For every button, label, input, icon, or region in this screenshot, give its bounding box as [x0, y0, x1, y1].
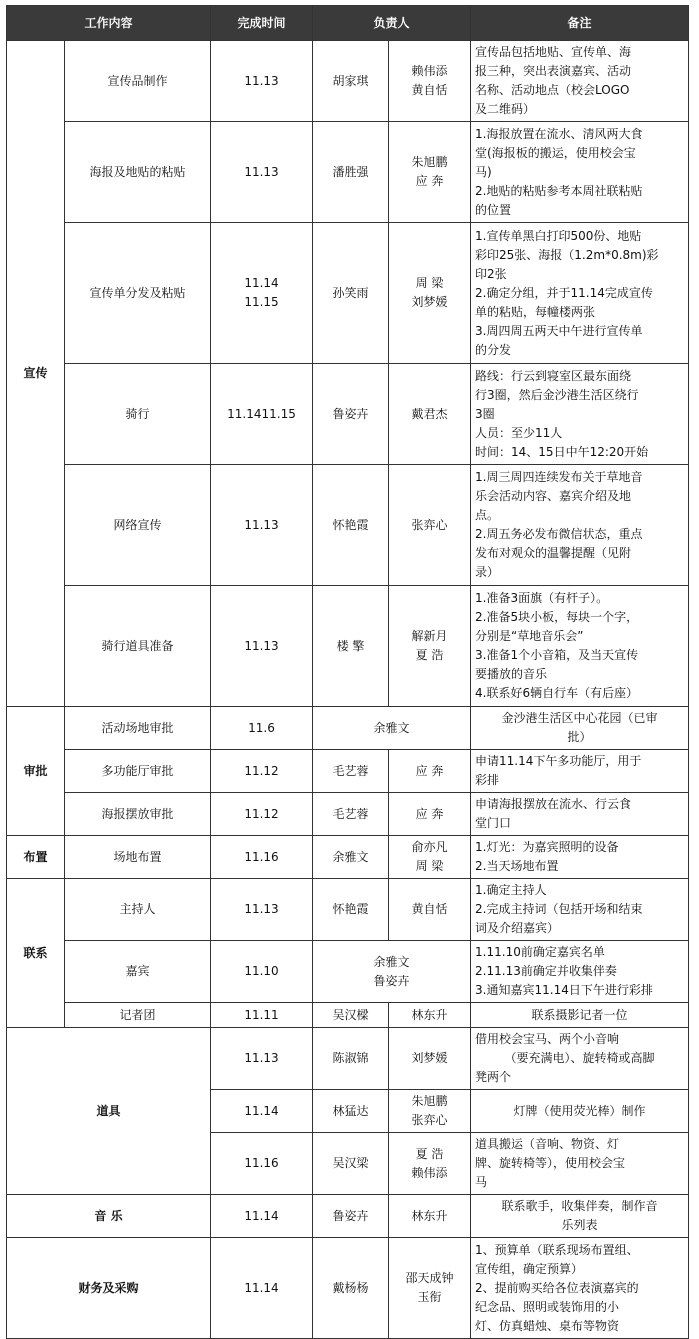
date-cell: 11.14 11.15: [211, 223, 313, 364]
date-cell: 11.13: [211, 465, 313, 586]
task-cell: 宣传品制作: [65, 41, 211, 122]
date-cell: 11.14: [211, 1195, 313, 1238]
task-cell: 主持人: [65, 879, 211, 941]
date-cell: 11.13: [211, 586, 313, 707]
owner-cell: 怀艳霞: [313, 879, 389, 941]
task-cell: 记者团: [65, 1003, 211, 1028]
header-date: 完成时间: [211, 6, 313, 41]
owner-cell: 余雅文: [313, 707, 471, 750]
category-contact: 联系: [7, 879, 65, 1028]
category-layout: 布置: [7, 836, 65, 879]
owner-cell: 应 奔: [389, 750, 471, 793]
owner-cell: 黄自恬: [389, 879, 471, 941]
owner-cell: 林东升: [389, 1003, 471, 1028]
date-cell: 11.13: [211, 879, 313, 941]
task-cell: 海报及地贴的粘贴: [65, 122, 211, 223]
task-cell: 网络宣传: [65, 465, 211, 586]
table-row: [7, 586, 689, 707]
task-cell: 多功能厅审批: [65, 750, 211, 793]
owner-cell: 应 奔: [389, 793, 471, 836]
owner-cell: 周 梁 刘梦媛: [389, 223, 471, 364]
note-cell: 1.确定主持人 2.完成主持词（包括开场和结束 词及介绍嘉宾）: [471, 879, 689, 941]
owner-cell: 戴杨杨: [313, 1238, 389, 1339]
table-row: [7, 1238, 689, 1339]
date-cell: 11.11: [211, 1003, 313, 1028]
date-cell: 11.13: [211, 122, 313, 223]
table-row: [7, 465, 689, 586]
table-row: [7, 41, 689, 122]
owner-cell: 朱旭鹏 张弈心: [389, 1090, 471, 1133]
owner-cell: 朱旭鹏 应 奔: [389, 122, 471, 223]
table-row: [7, 1003, 689, 1028]
note-cell: 1.准备3面旗（有杆子）。 2.准备5块小板，每块一个字， 分别是“草地音乐会” 3.准备1个小音箱，及当天宣传 要播放的音乐 4.联系好6辆自行车（有后座）: [471, 586, 689, 707]
owner-cell: 鲁姿卉: [313, 1195, 389, 1238]
task-cell: 骑行: [65, 364, 211, 465]
owner-cell: 林东升: [389, 1195, 471, 1238]
table-row: [7, 793, 689, 836]
note-cell: 1.灯光：为嘉宾照明的设备 2.当天场地布置: [471, 836, 689, 879]
header-task: 工作内容: [7, 6, 211, 41]
owner-cell: 戴君杰: [389, 364, 471, 465]
note-cell: 联系歌手，收集伴奏，制作音 乐列表: [471, 1195, 689, 1238]
note-cell: 金沙港生活区中心花园（已审 批）: [471, 707, 689, 750]
owner-cell: 楼 擎: [313, 586, 389, 707]
owner-cell: 张弈心: [389, 465, 471, 586]
owner-cell: 鲁姿卉: [313, 364, 389, 465]
header-row: [7, 6, 689, 41]
note-cell: 1、预算单（联系现场布置组、 宣传组，确定预算） 2、提前购买给各位表演嘉宾的 纪念品、照明或装饰用的小 灯、仿真蜡烛、桌布等物资: [471, 1238, 689, 1339]
owner-cell: 余雅文 鲁姿卉: [313, 941, 471, 1003]
owner-cell: 刘梦媛: [389, 1028, 471, 1090]
task-cell: 场地布置: [65, 836, 211, 879]
note-cell: 申请海报摆放在流水、行云食 堂门口: [471, 793, 689, 836]
note-cell: 借用校会宝马、两个小音响 （要充满电）、旋转椅或高脚 凳两个: [471, 1028, 689, 1090]
task-cell: 海报摆放审批: [65, 793, 211, 836]
owner-cell: 胡家琪: [313, 41, 389, 122]
category-approval: 审批: [7, 707, 65, 836]
date-cell: 11.1411.15: [211, 364, 313, 465]
table-row: [7, 941, 689, 1003]
owner-cell: 林猛达: [313, 1090, 389, 1133]
date-cell: 11.14: [211, 1238, 313, 1339]
owner-cell: 俞亦凡 周 梁: [389, 836, 471, 879]
category-finance: 财务及采购: [7, 1238, 211, 1339]
header-owner: 负责人: [313, 6, 471, 41]
note-cell: 申请11.14下午多功能厅，用于 彩排: [471, 750, 689, 793]
owner-cell: 陈淑锦: [313, 1028, 389, 1090]
task-cell: 宣传单分发及粘贴: [65, 223, 211, 364]
note-cell: 路线：行云到寝室区最东面绕 行3圈，然后金沙港生活区绕行 3圈 人员：至少11人 时间：14、15日中午12:20开始: [471, 364, 689, 465]
table-row: [7, 1028, 689, 1090]
category-publicity: 宣传: [7, 41, 65, 707]
note-cell: 联系摄影记者一位: [471, 1003, 689, 1028]
owner-cell: 邵天成钟 玉衔: [389, 1238, 471, 1339]
date-cell: 11.13: [211, 1028, 313, 1090]
date-cell: 11.16: [211, 836, 313, 879]
note-cell: 道具搬运（音响、物资、灯 牌、旋转椅等），使用校会宝 马: [471, 1133, 689, 1195]
table-row: [7, 223, 689, 364]
table-row: [7, 122, 689, 223]
work-plan-table: [6, 5, 689, 1339]
owner-cell: 吴汉樑: [313, 1003, 389, 1028]
owner-cell: 毛艺蓉: [313, 793, 389, 836]
note-cell: 1.周三周四连续发布关于草地音 乐会活动内容、嘉宾介绍及地 点。 2.周五务必发布微信状态，重点 发布对观众的温馨提醒（见附 录）: [471, 465, 689, 586]
owner-cell: 怀艳霞: [313, 465, 389, 586]
header-note: 备注: [471, 6, 689, 41]
task-cell: 嘉宾: [65, 941, 211, 1003]
date-cell: 11.13: [211, 41, 313, 122]
owner-cell: 孙笑雨: [313, 223, 389, 364]
category-music: 音 乐: [7, 1195, 211, 1238]
task-cell: 活动场地审批: [65, 707, 211, 750]
table-row: [7, 1195, 689, 1238]
task-cell: 骑行道具准备: [65, 586, 211, 707]
owner-cell: 吴汉梁: [313, 1133, 389, 1195]
note-cell: 1.海报放置在流水、清风两大食 堂(海报板的搬运，使用校会宝 马) 2.地贴的粘贴参考本周社联粘贴 的位置: [471, 122, 689, 223]
date-cell: 11.12: [211, 793, 313, 836]
owner-cell: 解新月 夏 浩: [389, 586, 471, 707]
date-cell: 11.6: [211, 707, 313, 750]
table-row: [7, 750, 689, 793]
note-cell: 宣传品包括地贴、宣传单、海 报三种，突出表演嘉宾、活动 名称、活动地点（校会LOGO 及二维码）: [471, 41, 689, 122]
owner-cell: 赖伟添 黄自恬: [389, 41, 471, 122]
note-cell: 1.11.10前确定嘉宾名单 2.11.13前确定并收集伴奏 3.通知嘉宾11.14日下午进行彩排: [471, 941, 689, 1003]
owner-cell: 余雅文: [313, 836, 389, 879]
category-props: 道具: [7, 1028, 211, 1195]
note-cell: 灯牌（使用荧光棒）制作: [471, 1090, 689, 1133]
date-cell: 11.14: [211, 1090, 313, 1133]
owner-cell: 夏 浩 赖伟添: [389, 1133, 471, 1195]
table-row: [7, 364, 689, 465]
owner-cell: 潘胜强: [313, 122, 389, 223]
owner-cell: 毛艺蓉: [313, 750, 389, 793]
date-cell: 11.10: [211, 941, 313, 1003]
table-row: [7, 836, 689, 879]
note-cell: 1.宣传单黑白打印500份、地贴 彩印25张、海报（1.2m*0.8m)彩 印2张 2.确定分组，并于11.14完成宣传 单的粘贴，每幢楼两张 3.周四周五两天中午进行宣传单 的分发: [471, 223, 689, 364]
date-cell: 11.16: [211, 1133, 313, 1195]
table-row: [7, 707, 689, 750]
date-cell: 11.12: [211, 750, 313, 793]
table-row: [7, 879, 689, 941]
